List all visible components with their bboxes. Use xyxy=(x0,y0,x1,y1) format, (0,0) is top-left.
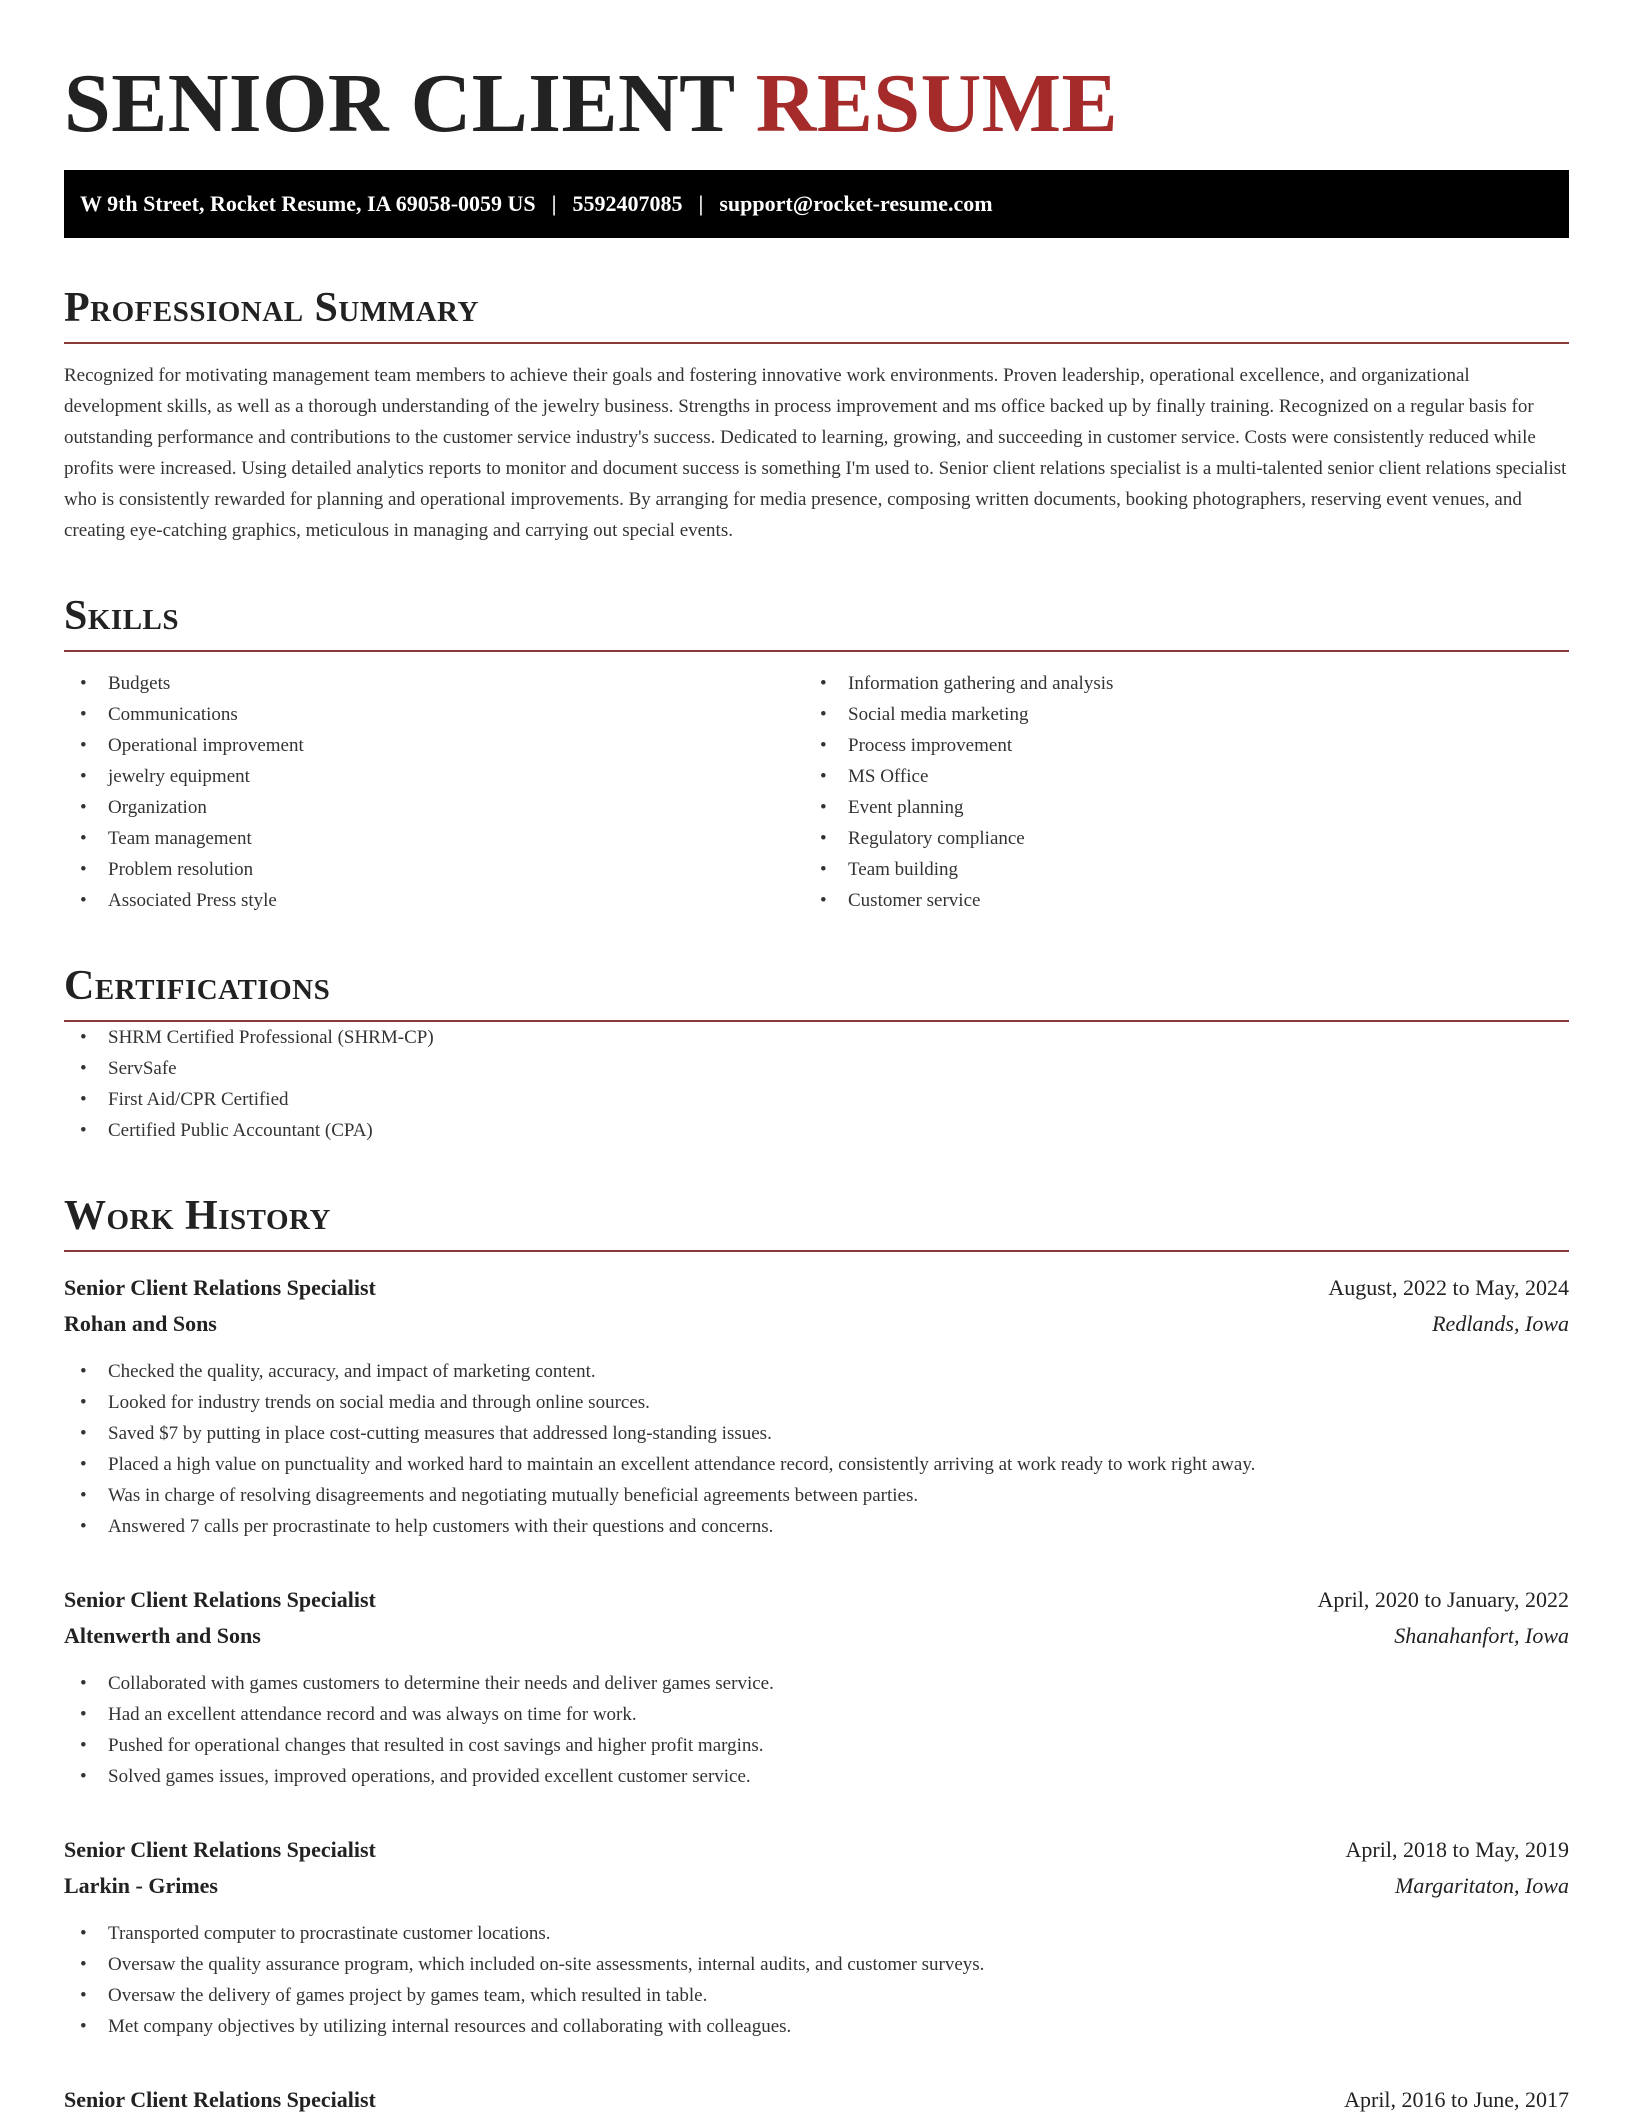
certifications-heading: Certifications xyxy=(64,962,1569,1022)
contact-bar xyxy=(64,170,1569,238)
job-title: Senior Client Relations Specialist xyxy=(64,2087,376,2112)
contact-email: support@rocket-resume.com xyxy=(719,191,993,216)
job-company-row xyxy=(64,1618,1569,1654)
job-duty: • Met company objectives by utilizing internal resources and collaborating with colleagues. xyxy=(64,2011,1569,2042)
job-dates: April, 2016 to June, 2017 xyxy=(1344,2087,1569,2112)
job-title-row xyxy=(64,2082,1569,2112)
skill-item: • Information gathering and analysis xyxy=(804,668,1544,699)
job-location: Redlands, Iowa xyxy=(1432,1311,1569,1336)
job-duty: • Placed a high value on punctuality and worked hard to maintain an excellent attendance record, consistently arriving at work ready to work right away. xyxy=(64,1449,1569,1480)
certifications-list xyxy=(64,1022,1569,1146)
job-entry xyxy=(64,2082,1569,2112)
summary-heading: Professional Summary xyxy=(64,284,1569,344)
skill-item: • MS Office xyxy=(804,761,1544,792)
job-title: Senior Client Relations Specialist xyxy=(64,1837,376,1862)
job-duty: • Transported computer to procrastinate customer locations. xyxy=(64,1918,1569,1949)
certification-item: • SHRM Certified Professional (SHRM-CP) xyxy=(64,1022,1569,1053)
job-company-row xyxy=(64,1306,1569,1342)
skill-item: • Team management xyxy=(64,823,804,854)
contact-separator: | xyxy=(551,191,557,216)
contact-address: W 9th Street, Rocket Resume, IA 69058-0059 US xyxy=(80,191,536,216)
job-duty: • Looked for industry trends on social media and through online sources. xyxy=(64,1387,1569,1418)
job-duty: • Was in charge of resolving disagreements and negotiating mutually beneficial agreements between parties. xyxy=(64,1480,1569,1511)
job-duties-list xyxy=(64,1918,1569,2042)
skills-columns xyxy=(64,668,1569,916)
job-duty: • Collaborated with games customers to determine their needs and deliver games service. xyxy=(64,1668,1569,1699)
job-company: Larkin - Grimes xyxy=(64,1873,218,1898)
job-title: Senior Client Relations Specialist xyxy=(64,1275,376,1300)
resume-content xyxy=(64,58,1569,2112)
job-duty: • Checked the quality, accuracy, and impact of marketing content. xyxy=(64,1356,1569,1387)
job-dates: August, 2022 to May, 2024 xyxy=(1328,1275,1569,1300)
skill-item: • jewelry equipment xyxy=(64,761,804,792)
job-duty: • Pushed for operational changes that resulted in cost savings and higher profit margins. xyxy=(64,1730,1569,1761)
skill-item: • Regulatory compliance xyxy=(804,823,1544,854)
summary-text: Recognized for motivating management team members to achieve their goals and fostering innovative work environments. Proven leadership, operational excellence, and organizational development skills, as well as a thorough understanding of the jewelry business. Strengths in process improvement and ms office backed up by finally training. Recognized on a regular basis for outstanding performance and contributions to the customer service industry's success. Dedicated to learning, growing, and succeeding in customer service. Costs were consistently reduced while profits were increased. Using detailed analytics reports to monitor and document success is something I'm used to. Senior client relations specialist is a multi-talented senior client relations specialist who is consistently rewarded for planning and operational improvements. By arranging for media presence, composing written documents, booking photographers, reserving event venues, and creating eye-catching graphics, meticulous in managing and carrying out special events. xyxy=(64,365,1567,541)
resume-name-heading xyxy=(64,58,1569,150)
job-duties-list xyxy=(64,1356,1569,1542)
job-duty: • Saved $7 by putting in place cost-cutting measures that addressed long-standing issues. xyxy=(64,1418,1569,1449)
job-entry xyxy=(64,1582,1569,1792)
name-last: RESUME xyxy=(755,57,1119,150)
work-history-heading: Work History xyxy=(64,1192,1569,1252)
job-duty: • Had an excellent attendance record and was always on time for work. xyxy=(64,1699,1569,1730)
skill-item: • Problem resolution xyxy=(64,854,804,885)
name-first: SENIOR CLIENT xyxy=(64,57,735,150)
skill-item: • Process improvement xyxy=(804,730,1544,761)
job-duty: • Solved games issues, improved operations, and provided excellent customer service. xyxy=(64,1761,1569,1792)
certification-item: • ServSafe xyxy=(64,1053,1569,1084)
job-company: Altenwerth and Sons xyxy=(64,1623,261,1648)
skill-item: • Social media marketing xyxy=(804,699,1544,730)
job-title-row xyxy=(64,1270,1569,1306)
certification-item: • First Aid/CPR Certified xyxy=(64,1084,1569,1115)
job-duty: • Oversaw the quality assurance program, which included on-site assessments, internal audits, and customer surveys. xyxy=(64,1949,1569,1980)
job-dates: April, 2018 to May, 2019 xyxy=(1345,1837,1569,1862)
job-duty: • Oversaw the delivery of games project by games team, which resulted in table. xyxy=(64,1980,1569,2011)
job-company: Rohan and Sons xyxy=(64,1311,217,1336)
skill-item: • Associated Press style xyxy=(64,885,804,916)
job-entry xyxy=(64,1832,1569,2042)
skill-item: • Customer service xyxy=(804,885,1544,916)
skill-item: • Organization xyxy=(64,792,804,823)
certification-item: • Certified Public Accountant (CPA) xyxy=(64,1115,1569,1146)
skill-item: • Operational improvement xyxy=(64,730,804,761)
job-title-row xyxy=(64,1832,1569,1868)
skill-item: • Budgets xyxy=(64,668,804,699)
job-duty: • Answered 7 calls per procrastinate to help customers with their questions and concerns. xyxy=(64,1511,1569,1542)
skill-item: • Communications xyxy=(64,699,804,730)
skills-list-right xyxy=(804,668,1544,916)
job-entry xyxy=(64,1270,1569,1542)
job-location: Margaritaton, Iowa xyxy=(1395,1873,1569,1898)
job-title-row xyxy=(64,1582,1569,1618)
job-company-row xyxy=(64,1868,1569,1904)
contact-phone: 5592407085 xyxy=(572,191,683,216)
job-location: Shanahanfort, Iowa xyxy=(1394,1623,1569,1648)
contact-separator: | xyxy=(698,191,704,216)
skills-list-left xyxy=(64,668,804,916)
skill-item: • Event planning xyxy=(804,792,1544,823)
job-dates: April, 2020 to January, 2022 xyxy=(1317,1587,1569,1612)
job-title: Senior Client Relations Specialist xyxy=(64,1587,376,1612)
job-duties-list xyxy=(64,1668,1569,1792)
skills-heading: Skills xyxy=(64,592,1569,652)
skill-item: • Team building xyxy=(804,854,1544,885)
